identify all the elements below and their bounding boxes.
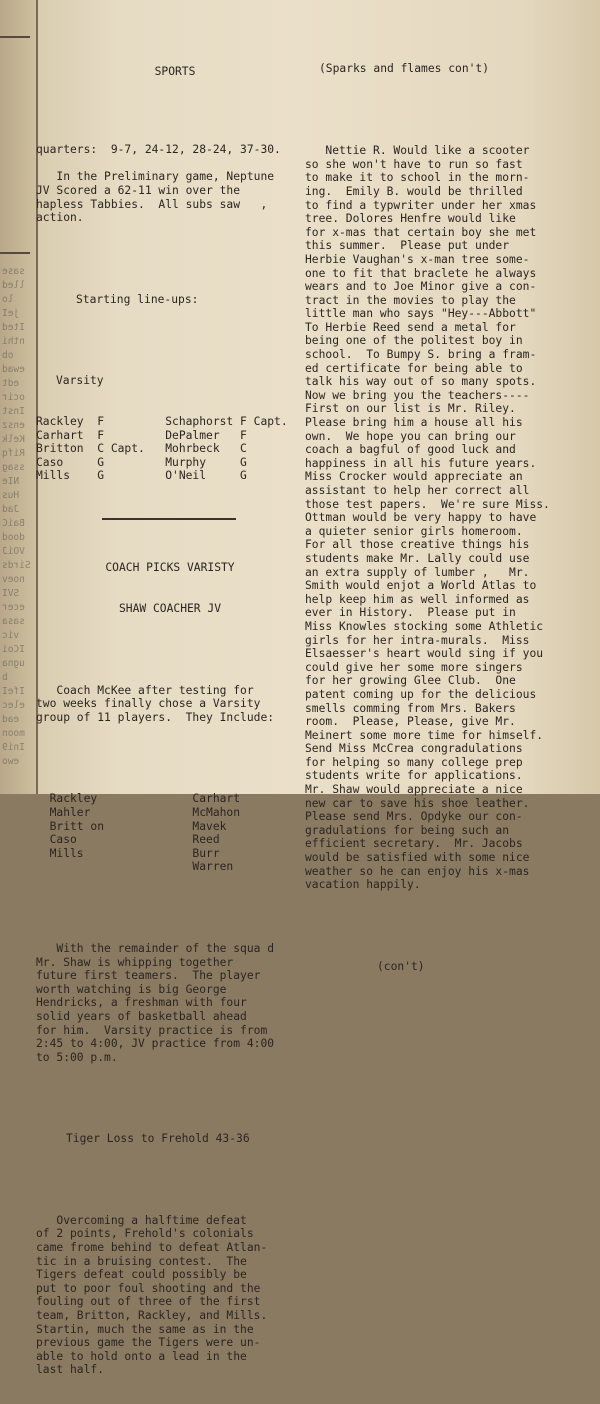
text-line: ever in History. Please put in [305, 606, 516, 620]
bleed-fragment: ICoi [2, 644, 25, 655]
bleed-fragment: vic [2, 630, 20, 641]
bleed-fragment: ecer [2, 602, 25, 613]
bleed-fragment: ocir [2, 392, 25, 403]
bleed-fragment: moon [2, 728, 25, 739]
text-line: wears and to Joe Minor give a con- [305, 280, 537, 294]
bleed-fragment: lled [2, 280, 25, 291]
bleed-fragment: sasa [2, 616, 25, 627]
text-line: weather so he can enjoy his x-mas [305, 864, 530, 878]
text-line: school. To Bumpy S. bring a fram- [305, 348, 537, 362]
text-line: for x-mas that certain boy she met [305, 225, 537, 239]
text-line: smells comming from Mrs. Bakers [305, 701, 516, 715]
player-row: Caso Reed [36, 833, 220, 847]
text-line: previous game the Tigers were un- [36, 1336, 261, 1350]
text-line: Miss Crocker would appreciate an [305, 470, 523, 484]
lineup-table [36, 415, 304, 483]
text-line: Mr. Shaw is whipping together [36, 955, 234, 969]
box-border-top [0, 36, 30, 38]
text-line: ed certificate for being able to [305, 361, 523, 375]
text-line: tract in the movies to play the [305, 293, 516, 307]
lineup-row: Britton C Capt. Mohrbeck C [36, 442, 247, 456]
text-line: to find a typwriter under her xmas [305, 198, 537, 212]
bleed-fragment: Inst [2, 406, 25, 417]
text-line: hapless Tabbies. All subs saw , [36, 197, 268, 211]
text-line: Startin, much the same as in the [36, 1322, 254, 1336]
text-line: for helping so many college prep [305, 755, 523, 769]
bleed-fragment: ewo [2, 756, 20, 767]
text-line: First on our list is Mr. Riley. [305, 402, 516, 416]
lineup-row: Caso G Murphy G [36, 455, 247, 469]
bleed-fragment: ob [2, 350, 14, 361]
bleed-fragment: elec [2, 700, 25, 711]
text-line: girls for her intra-murals. Miss [305, 633, 530, 647]
sparks-and-flames-text [305, 144, 597, 892]
text-line: Now we bring you the teachers---- [305, 388, 530, 402]
text-line: Mr. Shaw would appreciate a nice [305, 783, 523, 797]
bleed-fragment: Jad [2, 504, 20, 515]
bleed-fragment: NIe [2, 476, 20, 487]
text-line: worth watching is big George [36, 982, 227, 996]
text-line: Tigers defeat could possibly be [36, 1268, 247, 1282]
bleed-fragment: Hus [2, 490, 20, 501]
bleed-fragment: ssag [2, 462, 25, 473]
text-line: put to poor foul shooting and the [36, 1281, 261, 1295]
text-line: able to hold onto a lead in the [36, 1349, 247, 1363]
lineup-row: Rackley F Schaphorst F Capt. [36, 415, 288, 429]
bleed-fragment: dood [2, 532, 25, 543]
text-line: quarters: 9-7, 24-12, 28-24, 37-30. [36, 143, 281, 157]
bleed-fragment: BaiC [2, 518, 25, 529]
text-line: for her growing Glee Club. One [305, 674, 516, 688]
text-line: efficient secretary. Mr. Jacobs [305, 837, 523, 851]
text-line: last half. [36, 1363, 105, 1377]
text-line: to make it to school in the morn- [305, 171, 530, 185]
player-row: Warren [36, 860, 234, 874]
text-line: students make Mr. Lally could use [305, 551, 530, 565]
text-line: With the remainder of the squa d [36, 942, 275, 955]
article-title: Tiger Loss to Frehold 43-36 [66, 1132, 250, 1146]
text-line: being one of the politest boy in [305, 334, 523, 348]
bleed-fragment: Rifq [2, 448, 25, 459]
text-line: Miss Knowles stocking some Athletic [305, 619, 544, 633]
lineup-row: Mills G O'Neil G [36, 469, 247, 483]
game-report-text [36, 1214, 304, 1377]
text-line: happiness in all his future years. [305, 456, 537, 470]
text-line: coach a bagful of good luck and [305, 443, 516, 457]
text-line: room. Please, Please, give Mr. [305, 715, 516, 729]
bleed-fragment: VOiJ [2, 546, 25, 557]
text-line: future first teamers. The player [36, 969, 261, 983]
bleed-fragment: ugna [2, 658, 25, 669]
left-column [36, 38, 304, 1404]
text-line: could give her some more singers [305, 660, 523, 674]
article-subtitle: SHAW COACHER JV [118, 602, 222, 616]
text-line: JV Scored a 62-11 win over the [36, 183, 241, 197]
bleed-fragment: jeI [2, 308, 20, 319]
text-line: Coach McKee after testing for [36, 683, 254, 697]
text-line: help keep him as well informed as [305, 592, 530, 606]
player-row: Britt on Mavek [36, 819, 227, 833]
text-line: talk his way out of so many spots. [305, 375, 537, 389]
squad-article-text [36, 942, 304, 1064]
text-line: solid years of basketball ahead [36, 1009, 247, 1023]
player-row: Mahler McMahon [36, 806, 241, 820]
text-line: two weeks finally chose a Varsity [36, 697, 261, 711]
text-line: patent coming up for the delicious [305, 687, 537, 701]
text-line: little man who says "Hey---Abbott" [305, 307, 537, 321]
text-line: ing. Emily B. would be thrilled [305, 184, 523, 198]
bleed-fragment: IfeI [2, 686, 25, 697]
text-line: Please bring him a house all his [305, 416, 523, 430]
lineup-row: Carhart F DePalmer F [36, 428, 247, 442]
text-line: one to fit that braclete he always [305, 266, 537, 280]
text-line: Please send Mrs. Opdyke our con- [305, 810, 523, 824]
text-line: so she won't have to run so fast [305, 157, 523, 171]
text-line: Nettie R. Would like a scooter [305, 144, 530, 158]
text-line: an extra supply of lumber , Mr. [305, 565, 530, 579]
text-line: 2:45 to 4:00, JV practice from 4:00 [36, 1037, 275, 1051]
text-line: those test papers. We're sure Miss. [305, 497, 550, 511]
text-line: assistant to help her correct all [305, 484, 530, 497]
lineup-team-label: Varsity [56, 374, 104, 388]
text-line: gradulations for being such an [305, 823, 510, 837]
text-line: to 5:00 p.m. [36, 1050, 118, 1064]
text-line: Hendricks, a freshman with four [36, 996, 247, 1010]
bleed-fragment: Kelk [2, 434, 25, 445]
bleed-fragment: edt [2, 378, 20, 389]
continued-note: (con't) [377, 959, 425, 973]
text-line: Overcoming a halftime defeat [36, 1213, 247, 1227]
text-line: vacation happily. [305, 878, 421, 892]
bleed-fragment: SVI [2, 588, 20, 599]
bleed-fragment: sase [2, 266, 25, 277]
box-border-bottom [0, 252, 30, 254]
player-list [36, 792, 304, 874]
text-line: Send Miss McCrea congradulations [305, 742, 523, 756]
text-line: fouling out of three of the first [36, 1295, 261, 1309]
text-line: would be satisfied with some nice [305, 851, 530, 865]
section-divider [102, 518, 236, 520]
bleed-fragment: b [2, 672, 8, 683]
text-line: tic in a bruising contest. The [36, 1254, 247, 1268]
bleed-fragment: Sirds [2, 560, 31, 571]
player-row: Rackley Carhart [36, 792, 241, 806]
text-line: In the Preliminary game, Neptune [36, 170, 275, 184]
bleed-fragment: lo [2, 294, 14, 305]
text-line: own. We hope you can bring our [305, 429, 516, 443]
bleed-fragment: nthi [2, 336, 25, 347]
text-line: tree. Dolores Henfre would like [305, 212, 516, 226]
text-line: Smith would enjot a World Atlas to [305, 579, 537, 593]
article-title: COACH PICKS VARISTY [105, 561, 235, 575]
text-line: a quieter senior girls homeroom. [305, 524, 523, 538]
text-line: group of 11 players. They Include: [36, 710, 275, 724]
bleed-fragment: ensz [2, 420, 25, 431]
text-line: new car to save his shoe leather. [305, 796, 530, 810]
text-line: team, Britton, Rackley, and Mills. [36, 1309, 268, 1323]
text-line: Meinert some more time for himself. [305, 728, 544, 742]
section-heading: SPORTS [154, 65, 196, 79]
column-header: (Sparks and flames con't) [319, 62, 490, 76]
text-line: this summer. Please put under [305, 239, 510, 253]
previous-page-bleed-through [0, 0, 38, 794]
text-line [36, 157, 304, 171]
text-line: for him. Varsity practice is from [36, 1023, 268, 1037]
text-line: Herbie Vaughan's x-man tree some- [305, 252, 530, 266]
coach-article-text [36, 684, 304, 725]
bleed-fragment: ewad [2, 364, 25, 375]
text-line: of 2 points, Frehold's colonials [36, 1227, 254, 1241]
bleed-fragment: noev [2, 574, 25, 585]
bleed-fragment: Ini9 [2, 742, 25, 753]
text-line: To Herbie Reed send a metal for [305, 320, 516, 334]
text-line: students write for applications. [305, 769, 523, 783]
text-line: Ottman would be very happy to have [305, 511, 537, 525]
text-line: For all those creative things his [305, 538, 530, 552]
lineups-heading: Starting line-ups: [76, 292, 199, 306]
game-results-text [36, 143, 304, 225]
text-line: Elsaesser's heart would sing if you [305, 647, 544, 661]
right-column [305, 35, 597, 1001]
text-line: came frome behind to defeat Atlan- [36, 1241, 268, 1255]
bleed-fragment: Ited [2, 322, 25, 333]
player-row: Mills Burr [36, 846, 220, 860]
bleed-fragment: ead [2, 714, 20, 725]
text-line: action. [36, 211, 84, 225]
